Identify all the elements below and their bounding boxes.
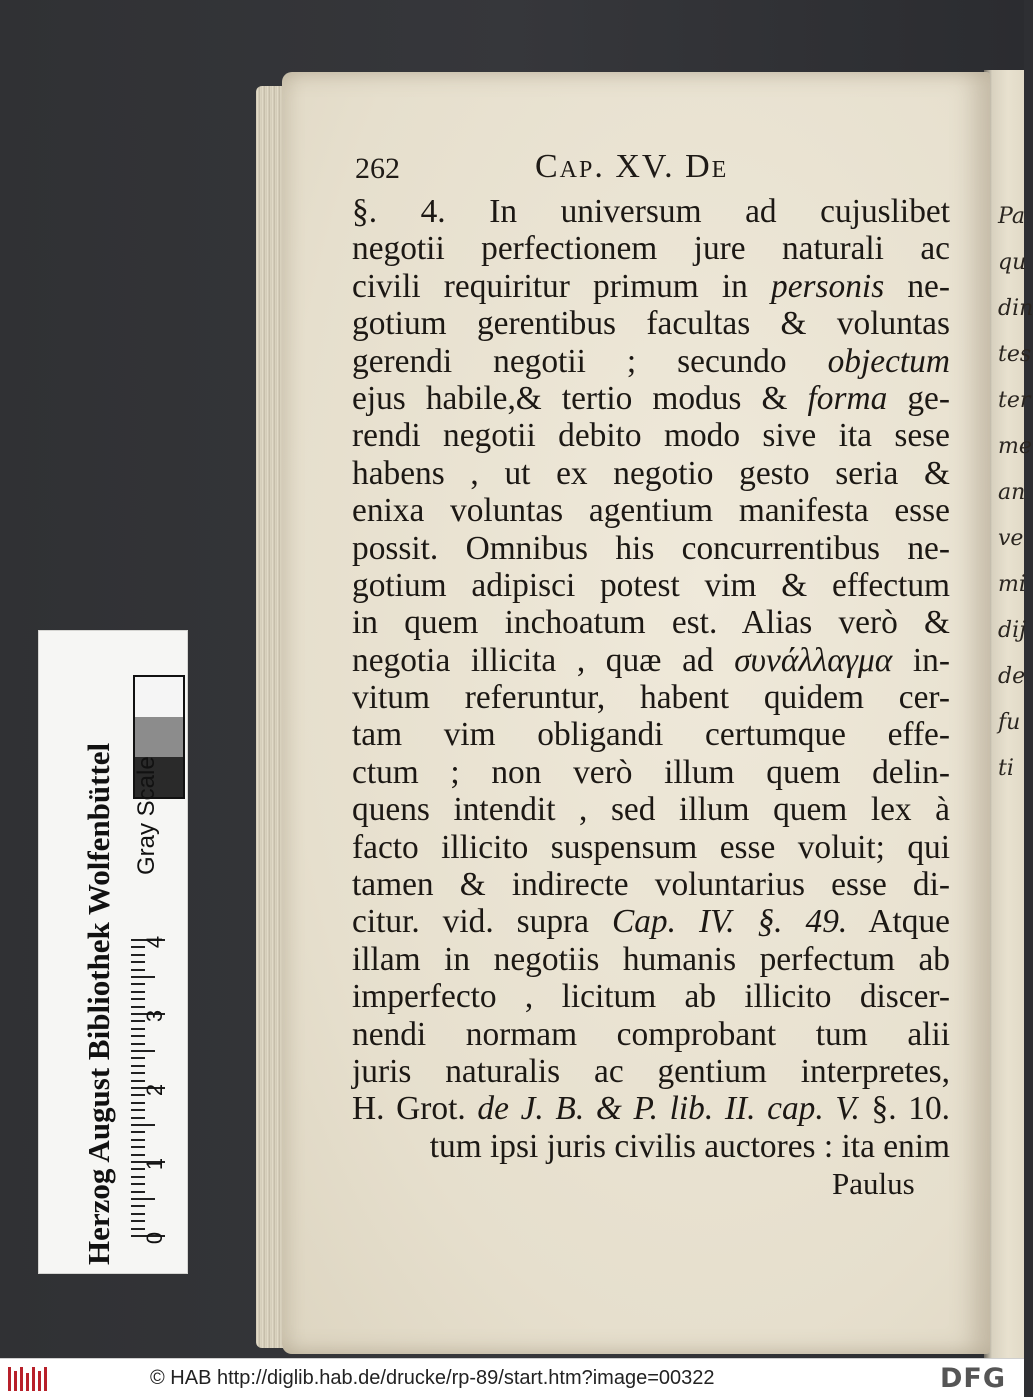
opposite-page-fragment: ve — [998, 526, 1024, 551]
text-run: illam in negotiis humanis perfectum ab — [352, 940, 950, 978]
text-run: juris naturalis ac gentium interpretes, — [352, 1052, 950, 1090]
text-run: negotia illicita , quæ ad — [352, 641, 735, 679]
opposite-page-fragment: de — [998, 664, 1026, 689]
ruler-tick — [131, 991, 145, 993]
text-line — [352, 1053, 950, 1090]
ruler-tick — [131, 954, 145, 956]
text-run: gotium gerentibus facultas & voluntas — [352, 305, 950, 343]
text-run: tam vim obligandi certumque effe- — [352, 716, 950, 754]
opposite-page-fragment: tes — [998, 342, 1032, 367]
ruler-tick — [131, 1191, 145, 1193]
text-line — [352, 716, 950, 753]
swatch-white — [135, 677, 183, 717]
body-text — [352, 193, 950, 1165]
text-line — [352, 978, 950, 1015]
swatch-gray — [135, 717, 183, 757]
text-line — [352, 941, 950, 978]
ruler-tick — [131, 1109, 145, 1111]
dfg-logo: DFG — [939, 1363, 1006, 1394]
copyright-link[interactable]: © HAB http://diglib.hab.de/drucke/rp-89/start.htm?image=00322 — [150, 1367, 715, 1389]
ruler-tick — [131, 1043, 145, 1045]
text-run: tamen & indirecte voluntarius esse di- — [352, 866, 950, 904]
opposite-page-sliver — [984, 70, 1033, 1358]
text-line — [352, 567, 950, 604]
ruler-tick — [131, 1228, 145, 1230]
ruler-tick — [131, 1220, 145, 1222]
text-run: in- — [892, 641, 950, 679]
text-run: rendi negotii debito modo sive ita sese — [352, 417, 950, 455]
opposite-page-fragment: qu — [998, 250, 1027, 275]
text-line — [352, 642, 950, 679]
running-head — [355, 148, 775, 188]
text-line — [352, 754, 950, 791]
ruler-tick — [131, 998, 145, 1000]
italic-run: de J. B. & P. lib. II. cap. V. — [477, 1090, 860, 1128]
text-run: citur. vid. supra — [352, 903, 612, 941]
text-run: possit. Omnibus his concurrentibus ne- — [352, 529, 950, 567]
text-run: ne- — [884, 267, 950, 305]
text-run: in quem inchoatum est. Alias verò & — [352, 604, 950, 642]
italic-run: objectum — [827, 342, 950, 380]
gray-scale-label: Gray Scale — [133, 756, 160, 875]
text-run: negotii perfectionem jure naturali ac — [352, 230, 950, 268]
ruler-tick — [131, 983, 145, 985]
opposite-page-fragment: Pa — [998, 204, 1025, 229]
ruler-tick — [131, 1146, 145, 1148]
footer-bar — [0, 1358, 1024, 1397]
opposite-page-fragment: ter — [998, 388, 1031, 413]
ruler-tick — [131, 961, 145, 963]
text-run: habens , ut ex negotio gesto seria & — [352, 454, 950, 492]
text-line — [352, 230, 950, 267]
ruler-tick — [131, 1028, 145, 1030]
ruler-tick — [131, 1154, 145, 1156]
ruler-tick — [131, 1117, 145, 1119]
opposite-page-fragment: dij — [998, 618, 1026, 643]
ruler-number: 1 — [142, 1157, 168, 1171]
ruler-tick — [131, 1131, 145, 1133]
text-run: nendi normam comprobant tum alii — [352, 1015, 950, 1053]
text-run: quens intendit , sed illum quem lex à — [352, 791, 950, 829]
text-line — [352, 305, 950, 342]
text-run: tum ipsi juris civilis auctores : ita enim — [429, 1127, 950, 1165]
text-line — [352, 343, 950, 380]
opposite-page-fragment: an — [998, 480, 1026, 505]
italic-run: forma — [807, 379, 888, 417]
text-line — [352, 791, 950, 828]
ruler-number: 0 — [142, 1231, 168, 1245]
opposite-page-fragment: din — [998, 296, 1033, 321]
text-run: enixa voluntas agentium manifesta esse — [352, 492, 950, 530]
text-line — [352, 193, 950, 230]
opposite-page-fragment: mi — [998, 572, 1026, 597]
ruler-tick — [131, 1050, 155, 1052]
ruler-tick — [131, 1139, 145, 1141]
hab-logo-icon — [8, 1367, 48, 1391]
text-line — [352, 417, 950, 454]
text-line — [352, 679, 950, 716]
ruler-tick — [131, 1198, 155, 1200]
text-line — [352, 1090, 950, 1127]
text-run: §. 4. In universum ad cujuslibet — [352, 193, 950, 230]
text-run: imperfecto , licitum ab illicito discer- — [352, 978, 950, 1016]
institution-label: Herzog August Bibliothek Wolfenbüttel — [81, 742, 116, 1265]
text-run: ge- — [887, 379, 950, 417]
text-run: gotium adipisci potest vim & effectum — [352, 566, 950, 604]
text-run: facto illicito suspensum esse voluit; qui — [352, 828, 950, 866]
text-line — [352, 530, 950, 567]
opposite-page-fragment: me — [998, 434, 1032, 459]
page-number: 262 — [355, 152, 400, 185]
text-line — [352, 492, 950, 529]
ruler-tick — [131, 1213, 145, 1215]
ruler-tick — [131, 1065, 145, 1067]
text-run: civili requiritur primum in — [352, 267, 772, 305]
text-run: H. Grot. — [352, 1090, 478, 1128]
italic-run: Cap. IV. §. 49. — [611, 903, 848, 941]
ruler-tick — [131, 1205, 145, 1207]
ruler-tick — [131, 1102, 145, 1104]
text-run: §. 10. — [859, 1090, 950, 1128]
text-line — [352, 604, 950, 641]
catchword: Paulus — [832, 1166, 915, 1201]
text-line — [352, 1128, 950, 1165]
text-line — [352, 866, 950, 903]
text-run: ejus habile,& tertio modus & — [352, 379, 808, 417]
text-line — [352, 380, 950, 417]
italic-run: personis — [771, 267, 885, 305]
ruler-tick — [131, 1080, 145, 1082]
ruler-tick — [131, 1183, 145, 1185]
opposite-page-fragment: ti — [998, 756, 1014, 781]
ruler-tick — [131, 1006, 145, 1008]
ruler-number: 3 — [142, 1009, 168, 1023]
reference-card — [38, 630, 188, 1274]
ruler-number: 4 — [142, 935, 168, 949]
italic-run: συνάλλαγμα — [734, 641, 893, 679]
text-run: ctum ; non verò illum quem delin- — [352, 753, 950, 791]
ruler-tick — [131, 1176, 145, 1178]
text-run: gerendi negotii ; secundo — [352, 342, 828, 380]
text-run: Atque — [847, 903, 950, 941]
ruler-tick — [131, 1124, 155, 1126]
text-line — [352, 455, 950, 492]
text-line — [352, 268, 950, 305]
chapter-heading: Cap. XV. De — [535, 148, 729, 185]
ruler-number: 2 — [142, 1083, 168, 1097]
ruler-tick — [131, 1072, 145, 1074]
ruler-tick — [131, 969, 145, 971]
text-line — [352, 829, 950, 866]
opposite-page-fragment: fu — [998, 710, 1021, 735]
text-line — [352, 903, 950, 940]
text-run: vitum referuntur, habent quidem cer- — [352, 679, 950, 717]
text-line — [352, 1016, 950, 1053]
ruler-tick — [131, 976, 155, 978]
ruler-tick — [131, 1057, 145, 1059]
ruler-tick — [131, 1035, 145, 1037]
